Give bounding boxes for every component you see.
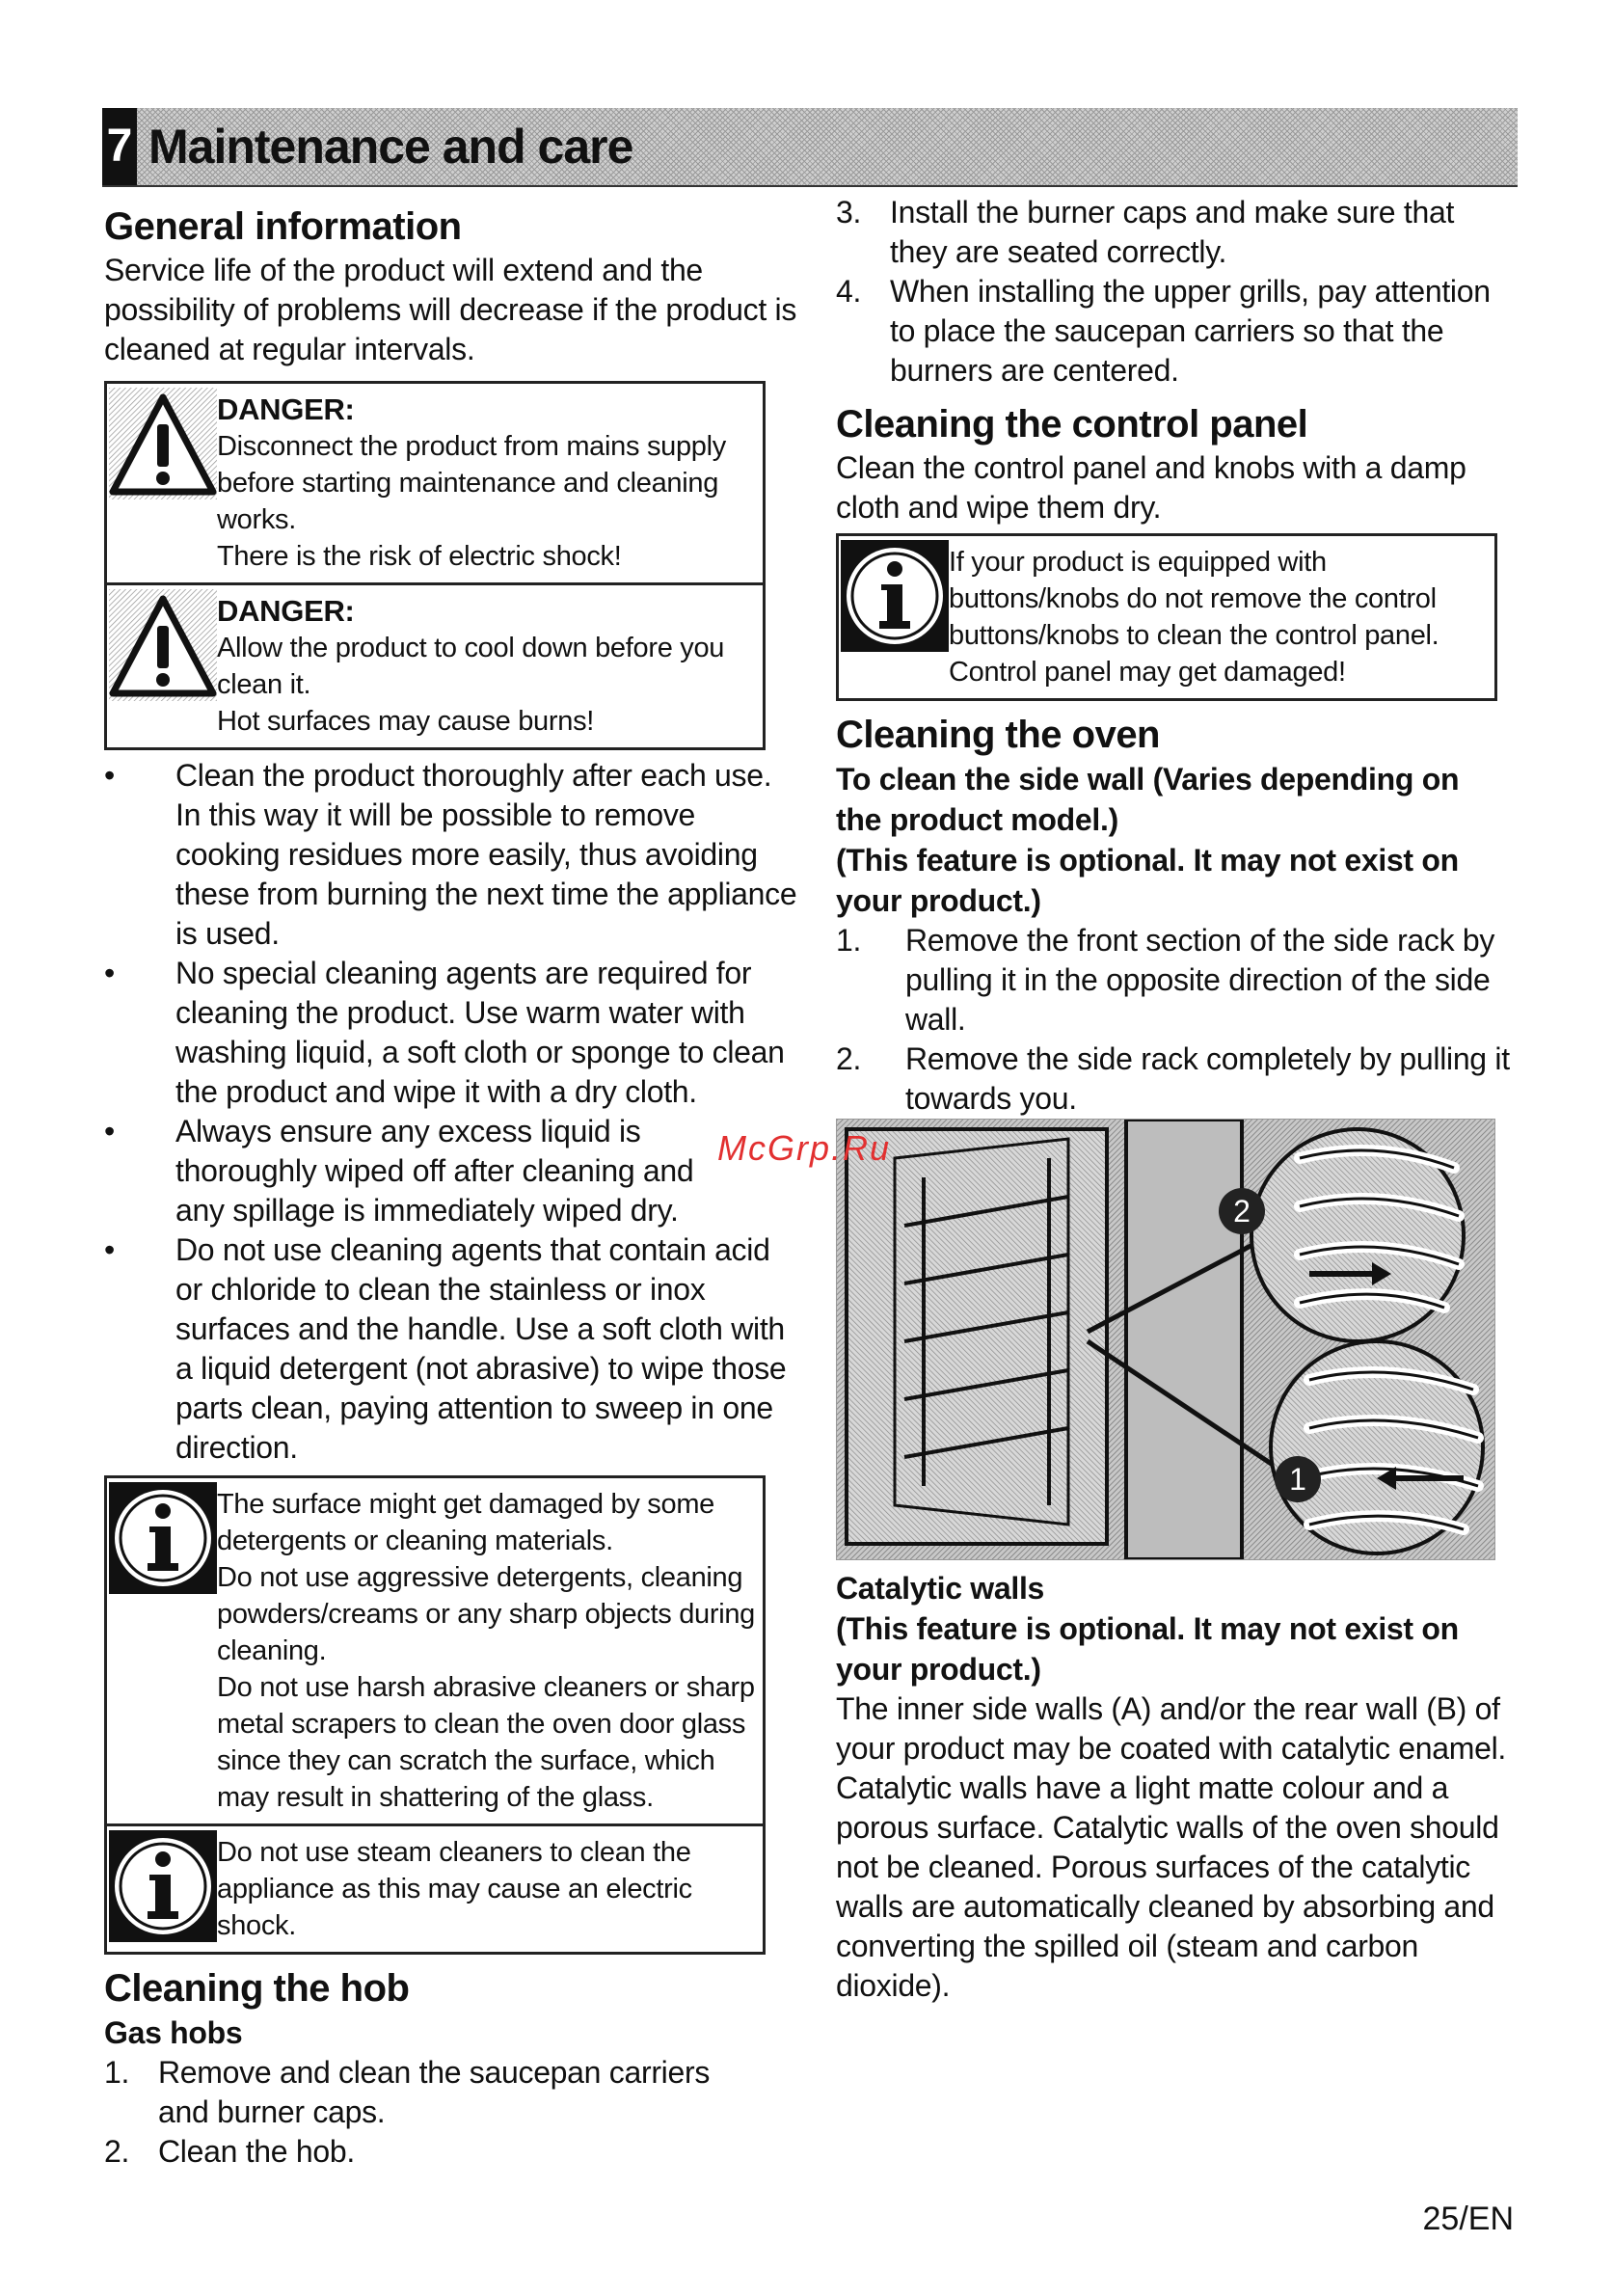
info-text-1b: Do not use aggressive detergents, cleaning powders/creams or any sharp objects during cleaning.	[217, 1562, 756, 1666]
info-section-2	[107, 1826, 763, 1952]
chapter-title: Maintenance and care	[148, 120, 633, 174]
control-panel-info-a: If your product is equipped with buttons/knobs do not remove the control buttons/knobs to clean the control panel.	[949, 547, 1439, 651]
figure-label-2: 2	[1233, 1194, 1251, 1229]
warning-triangle-icon	[109, 388, 217, 500]
info-icon	[109, 1830, 217, 1942]
right-column	[836, 193, 1530, 2006]
danger-title-1: DANGER:	[217, 392, 355, 426]
catalytic-optional-note: (This feature is optional. It may not exist on your product.)	[836, 1611, 1459, 1687]
catalytic-walls-title: Catalytic walls	[836, 1571, 1045, 1606]
cleaning-oven-heading: Cleaning the oven	[836, 714, 1160, 756]
info-box	[104, 1475, 766, 1955]
list-item: 2. Remove the side rack completely by pulling it towards you.	[836, 1041, 1510, 1116]
info-text-2: Do not use steam cleaners to clean the appliance as this may cause an electric shock.	[217, 1837, 692, 1941]
page-number: 25/EN	[1422, 2201, 1514, 2237]
gas-hobs-subheading: Gas hobs	[104, 2015, 243, 2050]
danger-text-2b: Hot surfaces may cause burns!	[217, 706, 595, 737]
general-information-heading: General information	[104, 205, 462, 248]
info-section-1	[107, 1478, 763, 1826]
side-wall-title: To clean the side wall (Varies depending on the product model.)	[836, 762, 1460, 837]
hob-steps-list	[104, 2053, 760, 2172]
list-item: 2. Clean the hob.	[104, 2134, 355, 2169]
cleaning-control-panel-heading: Cleaning the control panel	[836, 403, 1308, 446]
catalytic-walls-text: The inner side walls (A) and/or the rear wall (B) of your product may be coated with catalytic enamel. Catalytic walls have a light matte colour and a porous surface. Catalytic walls of the oven should not be cleaned. Porous surfaces of the catalytic walls are automatically cleaned by absorbing and converting the spilled oil (steam and carbon dioxide).	[836, 1691, 1506, 2003]
list-item: 1. Remove the front section of the side rack by pulling it in the opposite direction of the side wall.	[836, 923, 1495, 1037]
watermark: McGrp.Ru	[717, 1128, 892, 1168]
list-item: 3. Install the burner caps and make sure that they are seated correctly.	[836, 195, 1455, 269]
control-panel-text: Clean the control panel and knobs with a damp cloth and wipe them dry.	[836, 450, 1466, 525]
danger-section-2	[107, 585, 763, 747]
danger-text-2a: Allow the product to cool down before you clean it.	[217, 633, 725, 700]
info-icon	[841, 540, 949, 652]
general-intro: Service life of the product will extend and the possibility of problems will decrease if the product is cleaned at regular intervals.	[104, 253, 797, 366]
warning-triangle-icon	[109, 589, 217, 701]
cleaning-hob-heading: Cleaning the hob	[104, 1967, 410, 2010]
control-panel-info-b: Control panel may get damaged!	[949, 657, 1346, 688]
oven-steps-list	[836, 921, 1530, 1119]
figure-label-1: 1	[1289, 1462, 1306, 1497]
info-section	[839, 536, 1494, 698]
info-text-1a: The surface might get damaged by some detergents or cleaning materials.	[217, 1489, 715, 1556]
list-item: 4. When installing the upper grills, pay attention to place the saucepan carriers so that the burners are centered.	[836, 274, 1491, 388]
info-icon	[109, 1482, 217, 1594]
hob-steps-list-continued	[836, 193, 1492, 391]
info-text-1c: Do not use harsh abrasive cleaners or sharp metal scrapers to clean the oven door glass since they can scratch the surface, which may result in shattering of the glass.	[217, 1672, 755, 1813]
danger-title-2: DANGER:	[217, 594, 355, 628]
list-item: • Clean the product thoroughly after each use. In this way it will be possible to remove cooking residues more easily, thus avoiding these from burning the next time the appliance is used.	[104, 758, 797, 951]
list-item: 1. Remove and clean the saucepan carriers and burner caps.	[104, 2055, 711, 2129]
danger-section-1	[107, 384, 763, 585]
side-wall-optional-note: (This feature is optional. It may not exist on your product.)	[836, 843, 1459, 918]
danger-box	[104, 381, 766, 750]
control-panel-info-box	[836, 533, 1497, 701]
list-item: • Do not use cleaning agents that contain acid or chloride to clean the stainless or inox surfaces and the handle. Use a soft cloth with a liquid detergent (not abrasive) to wipe those parts clean, paying attention to sweep in one direction.	[104, 1232, 787, 1465]
danger-text-1a: Disconnect the product from mains supply before starting maintenance and cleaning works.	[217, 431, 726, 535]
list-item: • Always ensure any excess liquid is thoroughly wiped off after cleaning and any spillage is immediately wiped dry.	[104, 1114, 694, 1228]
list-item: • No special cleaning agents are required for cleaning the product. Use warm water with washing liquid, a soft cloth or sponge to clean the product and wipe it with a dry cloth.	[104, 956, 785, 1109]
chapter-number: 7	[102, 108, 137, 185]
chapter-header	[102, 108, 1518, 187]
left-column	[104, 203, 798, 2172]
danger-text-1b: There is the risk of electric shock!	[217, 541, 622, 572]
side-rack-removal-figure	[836, 1119, 1495, 1560]
care-bullet-list	[104, 756, 798, 1468]
